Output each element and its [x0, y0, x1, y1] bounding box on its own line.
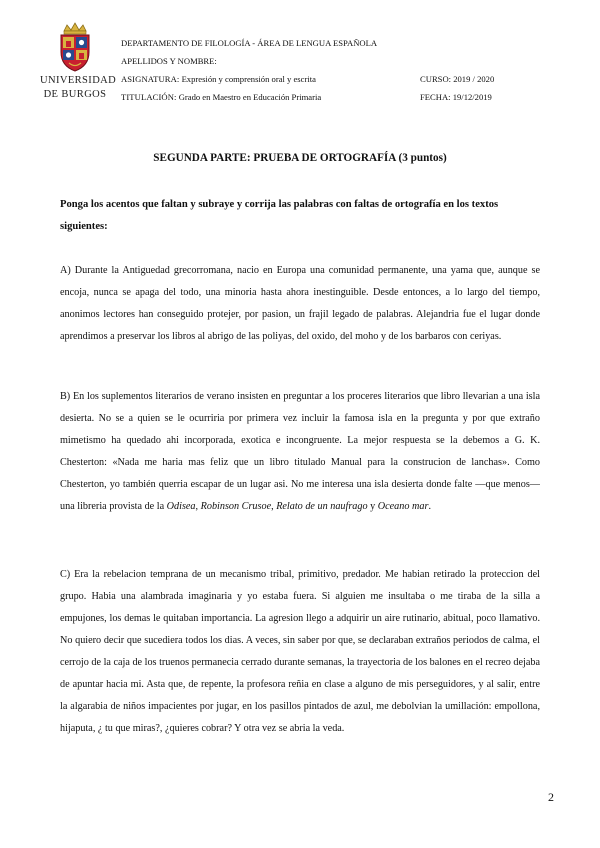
name-field-label: APELLIDOS Y NOMBRE: [121, 56, 217, 66]
separator: , [195, 501, 201, 512]
paragraph-c: C) Era la rebelacion temprana de un mecanismo tribal, primitivo, predador. Me habian retirado la proteccion del grupo. Habia una alambrada imaginaria y yo estaba fuera. Si alguien me insultaba o me tiraba de la silla a empujones, los demas le quitaban importancia. La agresion llego a adquirir un aire rutinario, abitual, poco llamativo. No quiero decir que sucediera todos los dias. A veces, sin saber por que, se declaraban extraños periodos de calma, el cerrojo de la caja de los truenos permanecia cerrado durante semanas, la trayectoria de los balones en el recreo dejaba de apuntar hacia mi. Asta que, de repente, la profesora reñia en clase a alguno de mis perseguidores, y al salir, entre la algarabia de niños impacientes por jugar, en los pasillos pintados de azul, me debolvian la umillación: empollona, hijaputa, ¿ tu que miras?, ¿quieres cobrar? Y otra vez se abria la veda. [60, 569, 540, 734]
paragraph-b-text: B) En los suplementos literarios de verano insisten en preguntar a los proceres literarios que libro llevarian a una isla desierta. No se a quien se le ocurriria por primera vez incluir la famosa isla en la pregunta y por que extraño mimetismo ha quedado ahi incorporada, exotica e incongruente. La mejor respuesta se la debemos a G. K. Chesterton: «Nada me haria mas feliz que un libro titulado Manual para la construcion de lanchas». Como Chesterton, yo también querria escapar de un lugar asi. No me interesa una isla desierta donde falte —que menos— una libreria provista de la [60, 391, 540, 512]
book-title-odisea: Odisea [166, 501, 196, 512]
department-heading: DEPARTAMENTO DE FILOLOGÍA - ÁREA DE LENGUA ESPAÑOLA [121, 38, 378, 48]
paragraph-b-end: . [428, 501, 431, 512]
paragraph-a: A) Durante la Antiguedad grecorromana, nacio en Europa una comunidad permanente, una yama que, aunque se encoja, nunca se apaga del todo, una minoria hasta ahora inestinguible. Desde entonces, a lo largo del tiempo, anonimos lectores han conseguido protejer, por pasion, un frajil legado de palabras. Alejandria fue el lugar donde aprendimos a preservar los libros al abrigo de las poliyas, del oxido, del moho y de los barbaros con ceriyas. [60, 265, 540, 342]
degree-field [121, 92, 321, 102]
degree-label: TITULACIÓN: [121, 92, 177, 102]
separator: y [367, 501, 378, 512]
book-title-oceano-mar: Oceano mar [377, 501, 429, 512]
course-field: CURSO: 2019 / 2020 [420, 74, 495, 84]
university-logo [40, 22, 117, 100]
section-title: SEGUNDA PARTE: PRUEBA DE ORTOGRAFÍA (3 puntos) [153, 152, 447, 164]
date-field: FECHA: 19/12/2019 [420, 92, 492, 102]
subject-label: ASIGNATURA: [121, 74, 180, 84]
exercise-instructions: Ponga los acentos que faltan y subraye y corrija las palabras con faltas de ortografía en los textos siguientes: [60, 199, 499, 232]
subject-field [121, 74, 316, 84]
page-number: 2 [548, 790, 554, 804]
subject-value: Expresión y comprensión oral y escrita [181, 74, 316, 84]
book-title-relato-naufrago: Relato de un naufrago [276, 501, 368, 512]
university-name-line2: DE BURGOS [43, 89, 107, 100]
degree-value: Grado en Maestro en Educación Primaria [178, 92, 322, 102]
paragraph-b [60, 386, 540, 518]
coat-of-arms-icon [55, 22, 95, 72]
separator: , [271, 501, 277, 512]
book-title-robinson-crusoe: Robinson Crusoe [200, 501, 272, 512]
university-name-line1: UNIVERSIDAD [40, 75, 117, 86]
